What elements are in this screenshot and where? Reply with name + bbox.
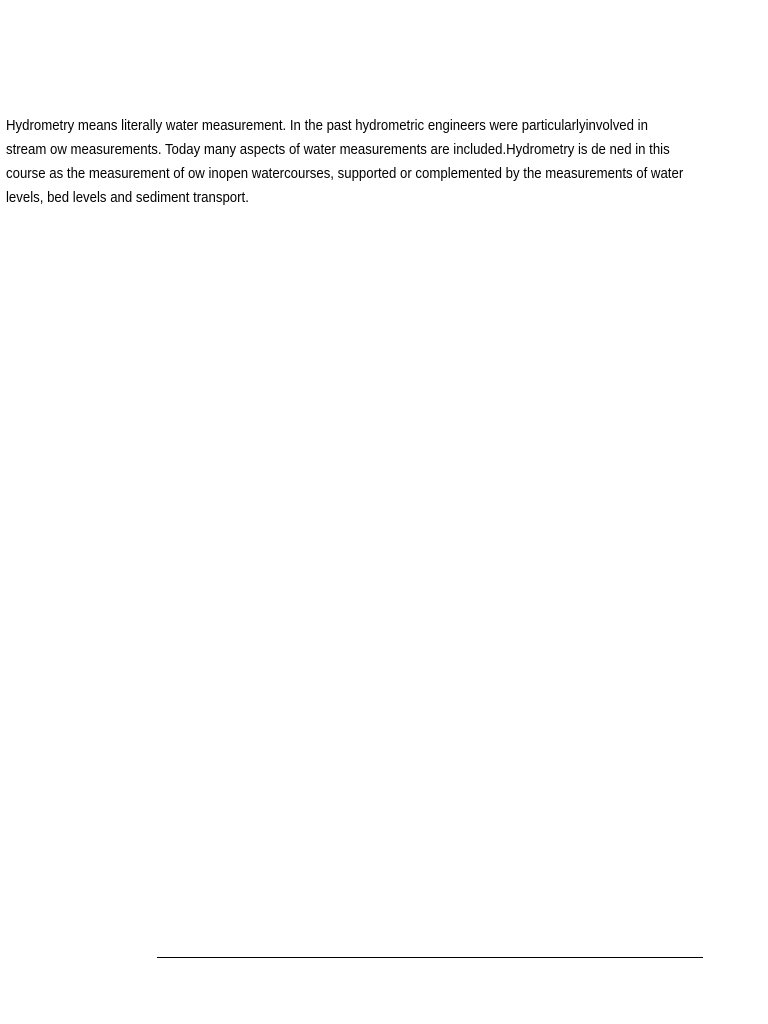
paragraph-line: stream ow measurements. Today many aspects of water measurements are included.Hydrometry is de ned in this [6,141,670,158]
paragraph-line: Hydrometry means literally water measurement. In the past hydrometric engineers were particularlyinvolved in [6,117,648,134]
footer-divider [157,957,703,958]
paragraph-line: levels, bed levels and sediment transport. [6,189,249,206]
paragraph-line: course as the measurement of ow inopen watercourses, supported or complemented by the measurements of water [6,165,684,182]
body-paragraph [6,114,758,210]
